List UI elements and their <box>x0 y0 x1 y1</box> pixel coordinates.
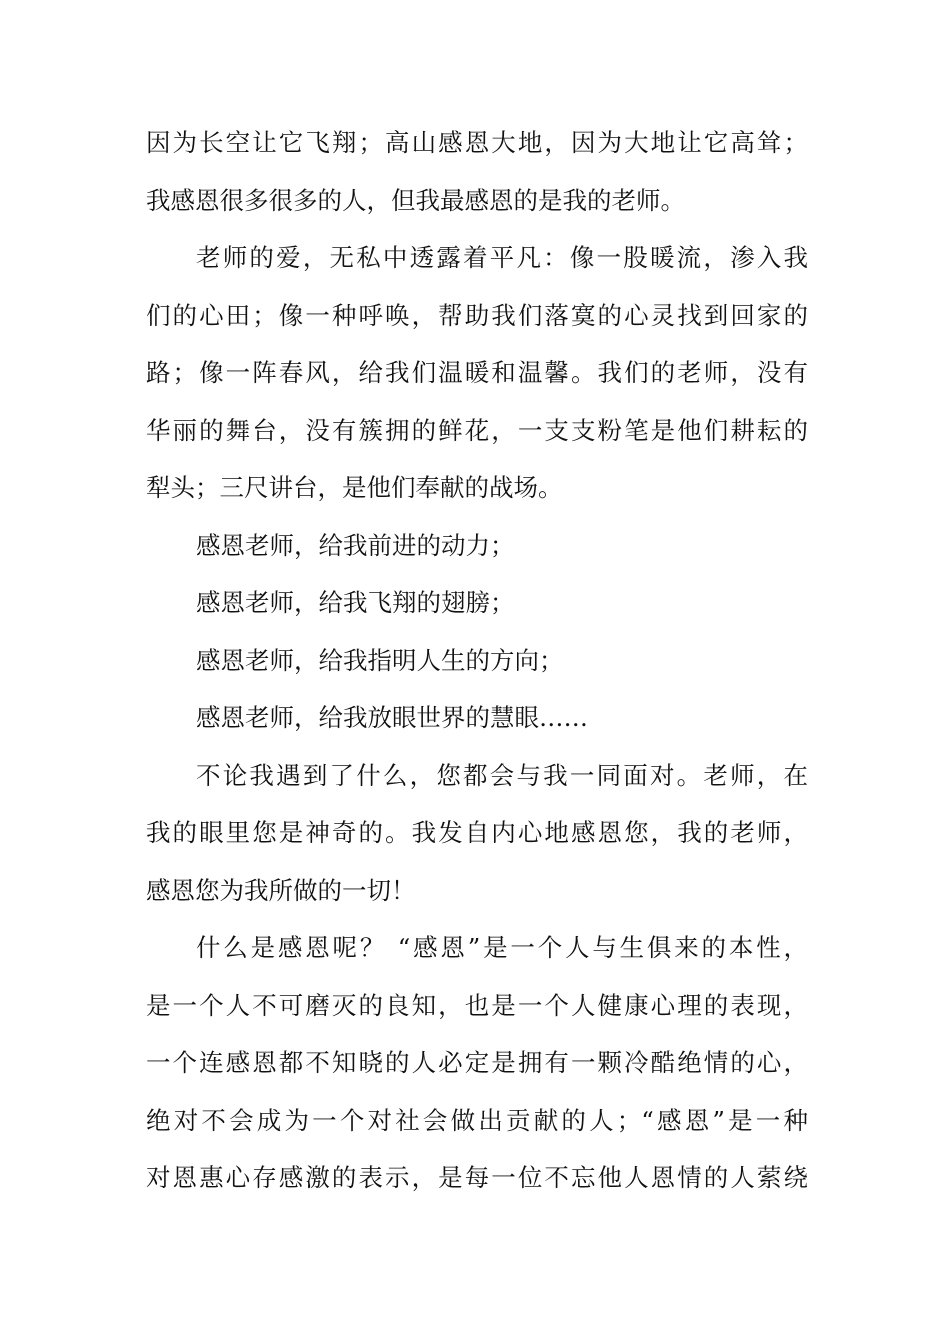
text-line: 一个连感恩都不知晓的人必定是拥有一颗冷酷绝情的心， <box>146 1048 808 1077</box>
text-line: 我感恩很多很多的人，但我最感恩的是我的老师。 <box>146 185 685 215</box>
paragraph-start-line: 什么是感恩呢？ “感恩”是一个人与生俱来的本性， <box>196 933 808 962</box>
text-line: 们的心田；像一种呼唤，帮助我们落寞的心灵找到回家的 <box>146 300 808 330</box>
text-line: 我的眼里您是神奇的。我发自内心地感恩您，我的老师， <box>146 818 808 847</box>
paragraph-start-line: 不论我遇到了什么，您都会与我一同面对。老师，在 <box>196 760 808 790</box>
text-line: 感恩您为我所做的一切！ <box>146 875 416 905</box>
text-line: 路；像一阵春风，给我们温暖和温馨。我们的老师，没有 <box>146 358 808 387</box>
text-line: 犁头；三尺讲台，是他们奉献的战场。 <box>146 473 563 502</box>
text-line: 对恩惠心存感激的表示，是每一位不忘他人恩情的人萦绕 <box>146 1163 808 1192</box>
paragraph-start-line: 老师的爱，无私中透露着平凡：像一股暖流，渗入我 <box>196 243 808 272</box>
body-text <box>146 114 808 1207</box>
text-line: 绝对不会成为一个对社会做出贡献的人；“感恩”是一种 <box>146 1105 808 1135</box>
paragraph-start-line: 感恩老师，给我飞翔的翅膀； <box>196 588 515 617</box>
paragraph-start-line: 感恩老师，给我前进的动力； <box>196 530 515 560</box>
text-line: 因为长空让它飞翔；高山感恩大地，因为大地让它高耸； <box>146 128 808 157</box>
text-line: 华丽的舞台，没有簇拥的鲜花，一支支粉笔是他们耕耘的 <box>146 415 808 445</box>
paragraph-start-line: 感恩老师，给我指明人生的方向； <box>196 645 564 675</box>
text-line: 是一个人不可磨灭的良知，也是一个人健康心理的表现， <box>146 990 808 1020</box>
paragraph-start-line: 感恩老师，给我放眼世界的慧眼…… <box>196 703 588 732</box>
